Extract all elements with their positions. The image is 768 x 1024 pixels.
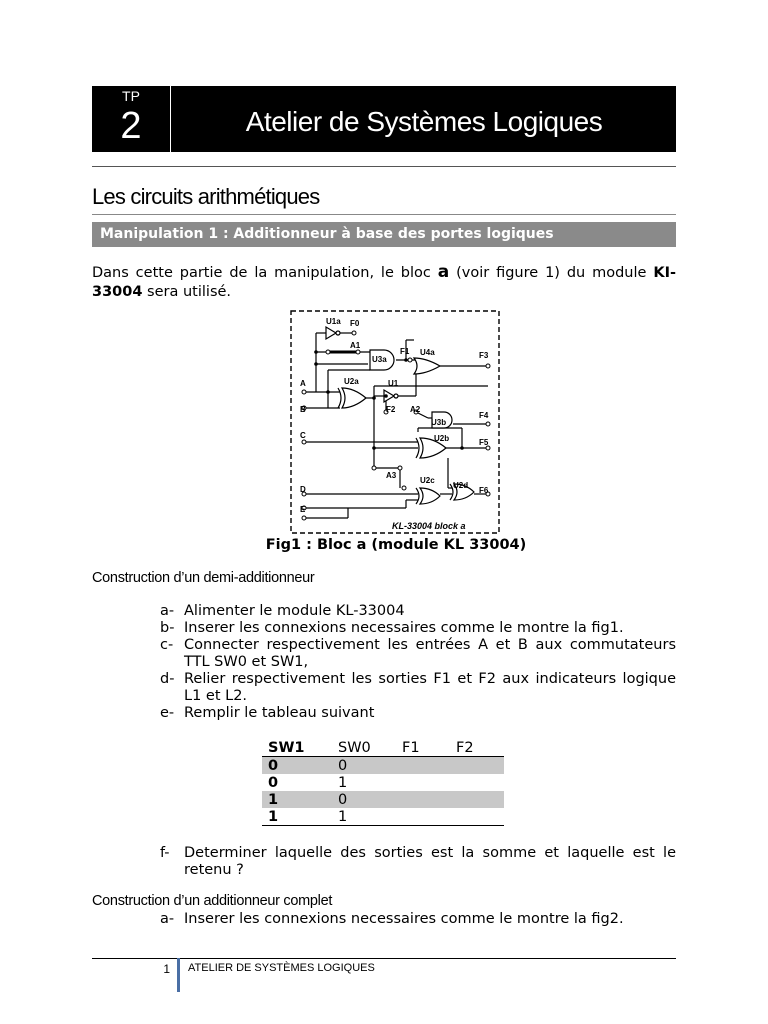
section-title: Les circuits arithmétiques <box>92 184 320 209</box>
demi-list-f <box>160 845 676 879</box>
header-banner <box>92 86 676 152</box>
intro-pre: Dans cette partie de la manipulation, le bloc <box>92 265 438 281</box>
list-text: Remplir le tableau suivant <box>184 705 375 721</box>
label-b: B <box>300 405 306 414</box>
table-header-row <box>262 739 504 757</box>
label-d: D <box>300 485 306 494</box>
list-text: Relier respectivement les sorties F1 et F2 aux indicateurs logique L1 et L2. <box>184 671 676 704</box>
list-text: Inserer les connexions necessaires comme le montre la fig2. <box>184 911 624 927</box>
manipulation-heading <box>92 222 676 247</box>
label-u2b: U2b <box>434 434 450 443</box>
table-row <box>262 757 504 775</box>
list-item <box>160 845 676 879</box>
table-cell: 0 <box>268 774 279 791</box>
list-text: Connecter respectivement les entrées A et B aux commutateurs TTL SW0 et SW1, <box>184 637 676 670</box>
table-header: SW1 <box>268 739 305 756</box>
demi-list <box>160 603 676 722</box>
intro-paragraph <box>92 263 676 302</box>
label-u2c: U2c <box>420 476 435 485</box>
label-f2: F2 <box>386 405 396 414</box>
list-marker: a- <box>160 911 175 927</box>
footer-accent-bar <box>177 958 180 992</box>
page-title: Atelier de Systèmes Logiques <box>245 106 603 137</box>
label-c: C <box>300 431 306 440</box>
table-cell <box>396 774 450 791</box>
u1-bubble <box>394 394 398 398</box>
table-header: F1 <box>402 739 420 756</box>
label-f5: F5 <box>479 438 489 447</box>
tp-number: 2 <box>120 105 142 147</box>
list-text: Alimenter le module KL-33004 <box>184 603 405 619</box>
tp-label: TP <box>122 88 140 104</box>
circuit-figure <box>288 308 502 536</box>
intro-module: KI-33004 <box>92 265 676 300</box>
truth-table <box>262 739 504 826</box>
label-a2: A2 <box>410 405 421 414</box>
complet-list <box>160 911 676 928</box>
list-item <box>160 911 676 928</box>
figure-background <box>289 309 501 535</box>
intro-mid: (voir figure 1) du module <box>449 265 654 281</box>
list-marker: f- <box>160 845 170 861</box>
table-cell: 1 <box>338 774 348 791</box>
table-row <box>262 808 504 826</box>
label-a: A <box>300 379 306 388</box>
label-u2d: U2d <box>453 481 469 490</box>
list-text: Determiner laquelle des sorties est la somme et laquelle est le retenu ? <box>184 845 676 878</box>
list-marker: e- <box>160 705 175 721</box>
intro-post: sera utilisé. <box>142 284 232 300</box>
list-item <box>160 603 676 620</box>
demi-heading: Construction d’un demi-additionneur <box>92 570 315 586</box>
table-cell <box>450 757 504 775</box>
page-number: 1 <box>163 962 170 976</box>
label-f3: F3 <box>479 351 489 360</box>
section-divider <box>92 214 676 215</box>
list-text: Inserer les connexions necessaires comme le montre la fig1. <box>184 620 624 636</box>
list-marker: d- <box>160 671 175 687</box>
list-item <box>160 637 676 671</box>
table-cell <box>396 791 450 808</box>
table-cell <box>450 774 504 791</box>
label-u1: U1 <box>388 379 399 388</box>
table-cell: 1 <box>338 808 348 825</box>
complet-heading: Construction d’un additionneur complet <box>92 893 333 909</box>
manipulation-title: Manipulation 1 : Additionneur à base des portes logiques <box>100 226 554 242</box>
figure-caption: Fig1 : Bloc a (module KL 33004) <box>265 537 527 553</box>
label-u2a: U2a <box>344 377 359 386</box>
list-item <box>160 620 676 637</box>
list-marker: c- <box>160 637 174 653</box>
table-cell <box>450 808 504 826</box>
table-cell <box>450 791 504 808</box>
list-marker: b- <box>160 620 175 636</box>
label-f1: F1 <box>400 347 410 356</box>
tp-box <box>92 86 171 152</box>
table-cell: 1 <box>262 791 332 808</box>
label-e: E <box>300 505 306 514</box>
footer-title: ATELIER DE SYSTÈMES LOGIQUES <box>188 962 375 974</box>
label-a3: A3 <box>386 471 397 480</box>
intro-bloc: a <box>437 262 450 282</box>
label-f4: F4 <box>479 411 489 420</box>
table-cell: 1 <box>268 808 279 825</box>
label-f0: F0 <box>350 319 360 328</box>
list-item <box>160 705 676 722</box>
list-marker: a- <box>160 603 175 619</box>
table-cell <box>396 808 450 826</box>
table-cell <box>396 757 450 775</box>
table-cell: 0 <box>332 791 396 808</box>
list-item <box>160 671 676 705</box>
table-row <box>262 791 504 808</box>
label-block: KL-33004 block a <box>392 521 466 531</box>
table-cell: 0 <box>262 757 332 775</box>
label-a1: A1 <box>350 341 361 350</box>
label-u3b: U3b <box>431 418 447 427</box>
label-u3a: U3a <box>372 355 387 364</box>
table-cell: 0 <box>332 757 396 775</box>
label-f6: F6 <box>479 486 489 495</box>
table-header: SW0 <box>338 739 371 756</box>
table-row <box>262 774 504 791</box>
header-divider <box>92 166 676 167</box>
label-u1a: U1a <box>326 317 341 326</box>
table-header: F2 <box>456 739 474 756</box>
u1a-bubble <box>336 331 340 335</box>
label-u4a: U4a <box>420 348 435 357</box>
